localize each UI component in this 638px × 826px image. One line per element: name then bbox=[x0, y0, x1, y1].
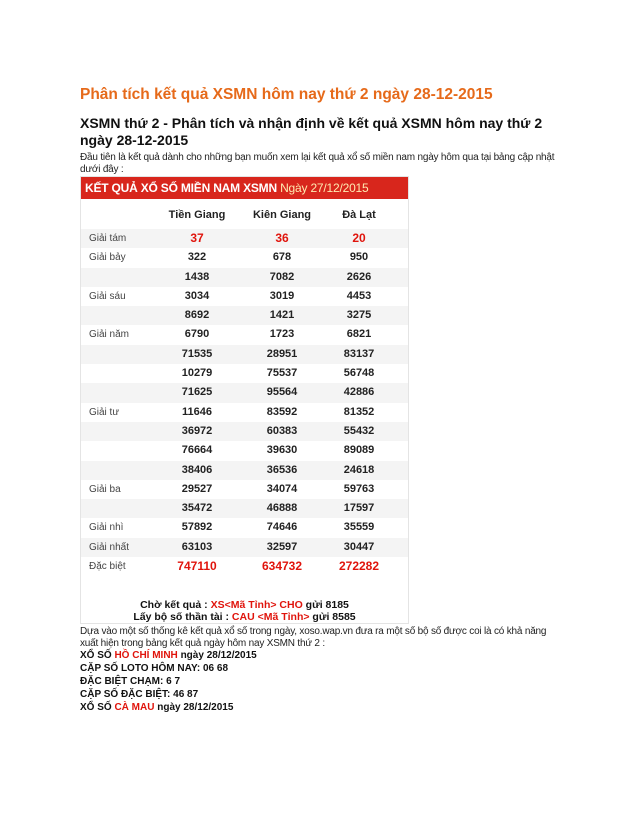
prize-row bbox=[81, 499, 408, 518]
prize-number: 55432 bbox=[343, 424, 375, 437]
prize-number: 89089 bbox=[343, 444, 375, 457]
prize-number: 76664 bbox=[181, 444, 213, 457]
prize-number: 59763 bbox=[343, 482, 375, 495]
prize-row bbox=[81, 480, 408, 499]
prize-number: 34074 bbox=[266, 482, 298, 495]
line-text: XỔ SỐ bbox=[80, 650, 115, 661]
prize-number: 36536 bbox=[266, 463, 298, 476]
prize-number: 75537 bbox=[266, 367, 298, 380]
prize-number: 4453 bbox=[346, 289, 372, 302]
prize-label: Giải tư bbox=[89, 406, 120, 418]
prize-number: 747110 bbox=[177, 559, 217, 574]
prize-number: 37 bbox=[190, 231, 204, 245]
camau-heading bbox=[80, 702, 233, 713]
footer-text: Lấy bộ số thần tài : bbox=[133, 611, 232, 623]
prize-row bbox=[81, 248, 408, 267]
footer-line-1 bbox=[81, 599, 408, 611]
prize-number: 60383 bbox=[266, 424, 298, 437]
special-touch-line: ĐẶC BIỆT CHẠM: 6 7 bbox=[80, 676, 181, 687]
column-header: Đà Lạt bbox=[342, 209, 376, 221]
prize-number: 8692 bbox=[184, 309, 210, 322]
analysis-paragraph: Dựa vào một số thống kê kết quả xổ số trong ngày, xoso.wap.vn đưa ra một số bộ số được coi là có khả năng xuất hiện trong bảng kết quả ngày hôm nay XSMN thứ 2 : bbox=[80, 626, 547, 649]
footer-text: gửi 8185 bbox=[302, 599, 349, 611]
prize-number: 634732 bbox=[261, 559, 303, 574]
prize-number: 95564 bbox=[266, 386, 298, 399]
prize-number: 74646 bbox=[266, 521, 298, 534]
prize-row bbox=[81, 229, 408, 248]
prize-label: Giải bảy bbox=[89, 252, 126, 264]
prize-label: Giải sáu bbox=[89, 290, 126, 302]
prize-number: 32597 bbox=[266, 540, 298, 553]
province-link[interactable]: CÀ MAU bbox=[114, 702, 155, 713]
prize-row bbox=[81, 345, 408, 364]
prize-number: 3275 bbox=[346, 309, 372, 322]
prize-row bbox=[81, 538, 408, 557]
prize-number: 2626 bbox=[346, 270, 372, 283]
prize-number: 46888 bbox=[266, 502, 298, 515]
province-columns bbox=[81, 199, 408, 229]
prize-number: 24618 bbox=[343, 463, 375, 476]
prize-number: 20 bbox=[352, 231, 366, 245]
special-pair-line: CẶP SỐ ĐẶC BIỆT: 46 87 bbox=[80, 689, 199, 700]
table-header-title: KẾT QUẢ XỔ SỐ MIỀN NAM XSMN bbox=[85, 181, 277, 195]
prize-number: 71625 bbox=[181, 386, 213, 399]
prize-label: Giải ba bbox=[89, 483, 121, 495]
prize-number: 36972 bbox=[181, 424, 213, 437]
prize-row bbox=[81, 287, 408, 306]
footer-text: Chờ kết quả : bbox=[140, 599, 211, 611]
prize-number: 36 bbox=[275, 231, 289, 245]
lottery-results-table bbox=[80, 176, 409, 624]
prize-number: 322 bbox=[187, 251, 207, 264]
sms-code: CAU <Mã Tỉnh> bbox=[231, 611, 310, 623]
prize-row bbox=[81, 557, 408, 576]
prize-label: Đặc biệt bbox=[89, 561, 126, 573]
sms-code: XS<Mã Tỉnh> CHO bbox=[210, 599, 303, 611]
table-header bbox=[81, 177, 408, 199]
prize-number: 10279 bbox=[181, 367, 213, 380]
prize-number: 30447 bbox=[343, 540, 375, 553]
prize-number: 678 bbox=[272, 251, 292, 264]
prize-number: 56748 bbox=[343, 367, 375, 380]
prize-number: 1438 bbox=[184, 270, 210, 283]
prize-number: 1421 bbox=[269, 309, 295, 322]
prize-number: 3034 bbox=[184, 289, 210, 302]
prize-number: 6821 bbox=[346, 328, 372, 341]
column-header: Kiên Giang bbox=[252, 209, 312, 221]
prize-label: Giải nhì bbox=[89, 522, 124, 534]
prize-number: 81352 bbox=[343, 405, 375, 418]
hcm-heading bbox=[80, 650, 257, 661]
prize-row bbox=[81, 306, 408, 325]
loto-pair-line: CẶP SỐ LOTO HÔM NAY: 06 68 bbox=[80, 663, 229, 674]
prize-row bbox=[81, 325, 408, 344]
prize-number: 1723 bbox=[269, 328, 295, 341]
prize-row bbox=[81, 422, 408, 441]
prize-number: 39630 bbox=[266, 444, 298, 457]
page-title: Phân tích kết quả XSMN hôm nay thứ 2 ngày 28-12-2015 bbox=[80, 86, 493, 103]
line-text: ngày 28/12/2015 bbox=[154, 702, 234, 713]
prize-number: 272282 bbox=[338, 559, 380, 574]
footer-line-2 bbox=[81, 611, 408, 623]
prize-row bbox=[81, 518, 408, 537]
line-text: ngày 28/12/2015 bbox=[177, 650, 257, 661]
prize-number: 3019 bbox=[269, 289, 295, 302]
table-footer bbox=[81, 599, 408, 623]
intro-paragraph: Đầu tiên là kết quả dành cho những bạn muốn xem lại kết quả xổ số miền nam ngày hôm qua tại bảng cập nhật dưới đây : bbox=[80, 152, 555, 175]
prize-number: 6790 bbox=[184, 328, 210, 341]
section-heading: XSMN thứ 2 - Phân tích và nhận định về kết quả XSMN hôm nay thứ 2 ngày 28-12-2015 bbox=[80, 115, 543, 148]
prize-number: 11646 bbox=[182, 405, 212, 418]
prize-row bbox=[81, 364, 408, 383]
prize-number: 950 bbox=[349, 251, 369, 264]
prize-number: 71535 bbox=[181, 347, 213, 360]
column-header: Tiền Giang bbox=[168, 209, 226, 221]
footer-text: gửi 8585 bbox=[309, 611, 356, 623]
prize-number: 17597 bbox=[343, 502, 375, 515]
prize-number: 38406 bbox=[181, 463, 213, 476]
prize-row bbox=[81, 383, 408, 402]
prize-label: Giải tám bbox=[89, 233, 127, 244]
table-header-date: Ngày 27/12/2015 bbox=[280, 181, 369, 195]
prize-number: 35472 bbox=[181, 502, 213, 515]
prize-number: 42886 bbox=[343, 386, 375, 399]
prize-label: Giải năm bbox=[89, 329, 130, 341]
prize-row bbox=[81, 268, 408, 287]
prize-number: 29527 bbox=[181, 482, 213, 495]
prize-rows bbox=[81, 229, 408, 576]
prize-row bbox=[81, 461, 408, 480]
prize-number: 7082 bbox=[269, 270, 295, 283]
prize-label: Giải nhất bbox=[89, 541, 130, 553]
prize-row bbox=[81, 441, 408, 460]
prize-row bbox=[81, 403, 408, 422]
prize-number: 83137 bbox=[343, 347, 375, 360]
prize-number: 28951 bbox=[266, 347, 298, 360]
prize-number: 35559 bbox=[343, 521, 375, 534]
line-text: XỔ SỐ bbox=[80, 702, 115, 713]
prize-number: 83592 bbox=[266, 405, 298, 418]
prize-number: 63103 bbox=[181, 540, 213, 553]
province-link[interactable]: HỒ CHÍ MINH bbox=[114, 650, 178, 661]
prize-number: 57892 bbox=[181, 521, 213, 534]
